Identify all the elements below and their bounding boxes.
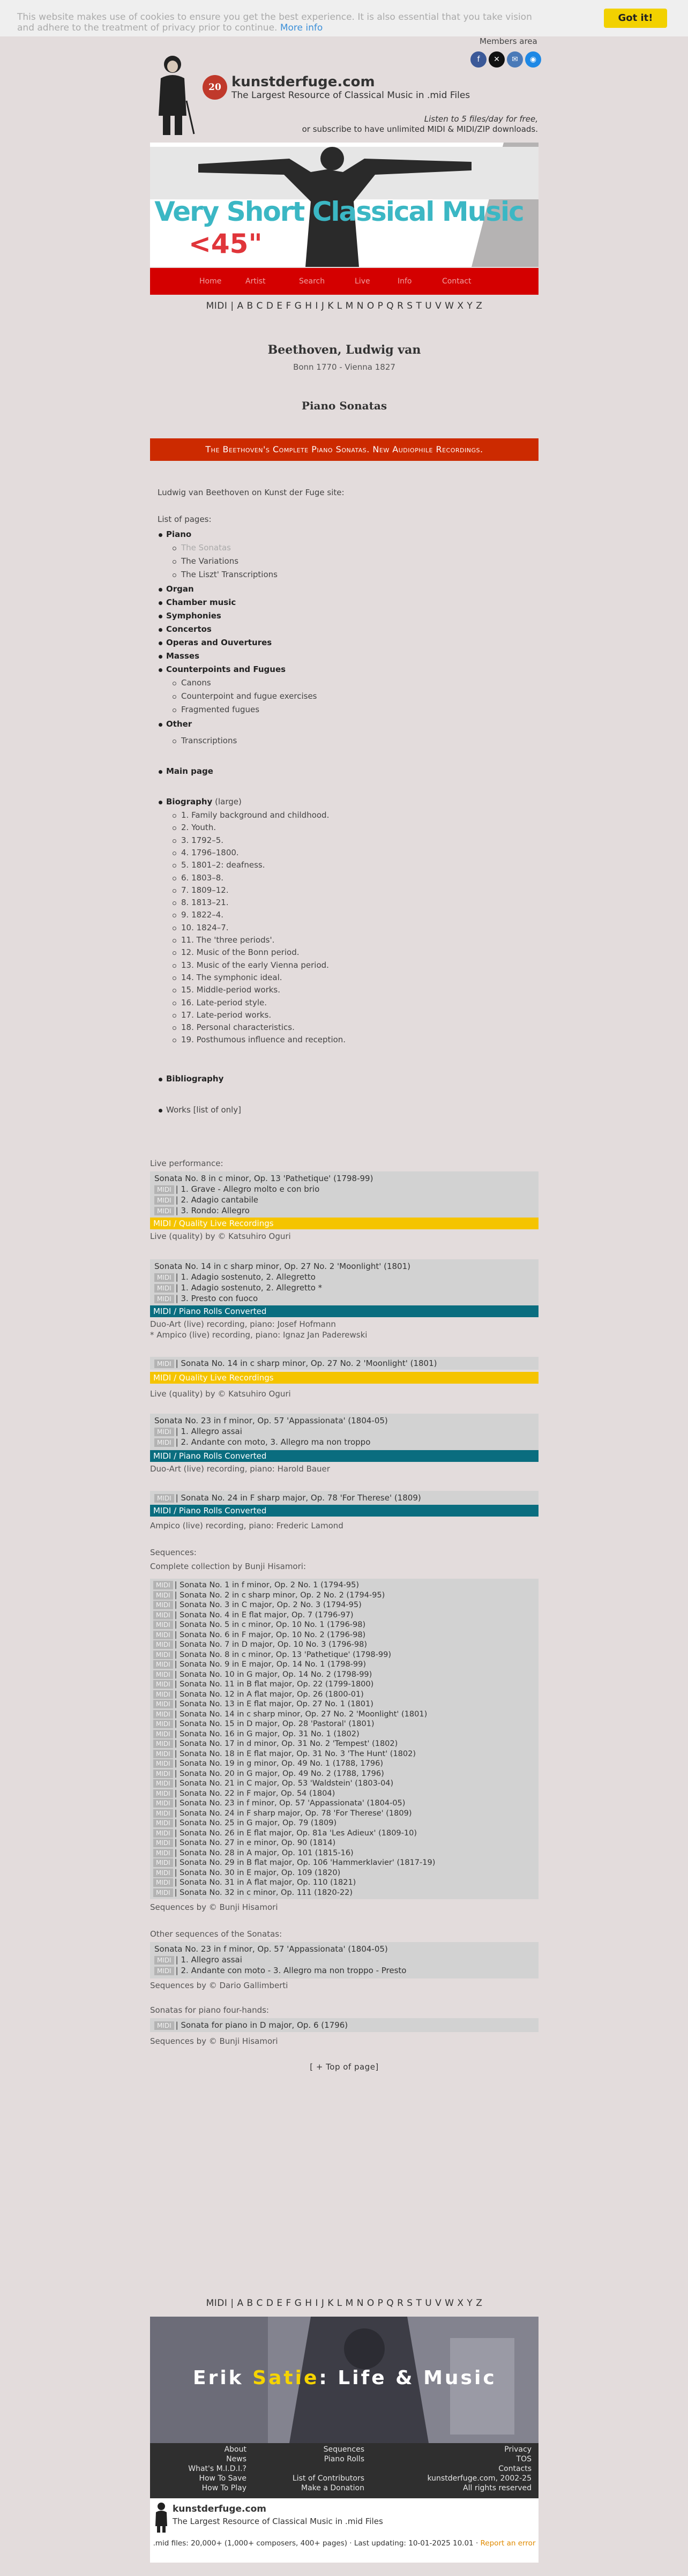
- footer-link-piano-rolls[interactable]: Piano Rolls: [324, 2455, 364, 2463]
- midi-button[interactable]: MIDI: [153, 1670, 173, 1679]
- cookie-accept-button[interactable]: Got it!: [604, 9, 667, 28]
- sequence-row: MIDI | Sonata No. 21 in C major, Op. 53 'Waldstein' (1803-04): [153, 1779, 393, 1788]
- footer-copyright: kunstderfuge.com, 2002-25: [427, 2474, 532, 2483]
- sequence-row: MIDI | Sonata No. 23 in f minor, Op. 57 'Appassionata' (1804-05): [153, 1799, 405, 1808]
- midi-button[interactable]: MIDI: [153, 1601, 173, 1609]
- link-other[interactable]: Other: [166, 719, 192, 729]
- movement-link[interactable]: Sonata for piano in D major, Op. 6 (1796): [181, 2020, 348, 2030]
- link-concertos[interactable]: Concertos: [166, 624, 212, 634]
- midi-button[interactable]: MIDI: [153, 1750, 173, 1758]
- sequence-row: MIDI | Sonata No. 4 in E flat major, Op. 7 (1796-97): [153, 1611, 354, 1619]
- perf-therese: MIDI | Sonata No. 24 in F sharp major, Op. 78 'For Therese' (1809): [150, 1491, 539, 1505]
- movement-link[interactable]: 2. Andante con moto - 3. Allegro ma non troppo - Presto: [181, 1966, 407, 1975]
- midi-button[interactable]: MIDI: [154, 2021, 174, 2030]
- link-exercises[interactable]: Counterpoint and fugue exercises: [181, 691, 317, 701]
- bullet-icon: [173, 951, 176, 955]
- sequence-link[interactable]: Sonata No. 19 in g minor, Op. 49 No. 1 (1788, 1796): [180, 1759, 384, 1768]
- bullet-icon: [173, 1002, 176, 1005]
- midi-button[interactable]: MIDI: [153, 1849, 173, 1857]
- sequence-row: MIDI | Sonata No. 11 in B flat major, Op. 22 (1799-1800): [153, 1680, 373, 1689]
- section-title: Piano Sonatas: [301, 399, 387, 412]
- bullet-icon: [173, 877, 176, 880]
- footer-link-contacts[interactable]: Contacts: [498, 2465, 532, 2473]
- movement-link[interactable]: 3. Presto con fuoco: [181, 1294, 258, 1303]
- footer-stats-text: .mid files: 20,000+ (1,000+ composers, 400+ pages) · Last updating: 10-01-2025 10.01 · Report an error: [153, 2539, 536, 2548]
- movement-link[interactable]: 2. Adagio cantabile: [181, 1195, 259, 1205]
- midi-button[interactable]: MIDI: [153, 1789, 173, 1798]
- midi-button[interactable]: MIDI: [153, 1799, 173, 1808]
- midi-button[interactable]: MIDI: [153, 1631, 173, 1639]
- sequence-row: MIDI | Sonata No. 13 in E flat major, Op. 27 No. 1 (1801): [153, 1700, 373, 1708]
- movement-link[interactable]: 1. Grave - Allegro molto e con brio: [181, 1184, 320, 1194]
- midi-button[interactable]: MIDI: [154, 1438, 174, 1447]
- midi-button[interactable]: MIDI: [153, 1809, 173, 1818]
- site-title[interactable]: kunstderfuge.com: [231, 74, 375, 90]
- midi-button[interactable]: MIDI: [153, 1839, 173, 1847]
- sequence-row: MIDI | Sonata No. 32 in c minor, Op. 111 (1820-22): [153, 1888, 353, 1897]
- sequence-link[interactable]: Sonata No. 3 in C major, Op. 2 No. 3 (1794-95): [180, 1601, 362, 1609]
- midi-button[interactable]: MIDI: [153, 1720, 173, 1728]
- biography-chapter-link[interactable]: 12. Music of the Bonn period.: [181, 947, 300, 958]
- perf-title: Sonata No. 8 in c minor, Op. 13 'Pathetique' (1798-99): [154, 1174, 373, 1183]
- midi-button[interactable]: MIDI: [153, 1710, 173, 1719]
- link-counterpoints[interactable]: Counterpoints and Fugues: [166, 664, 286, 674]
- alphabet-index[interactable]: MIDI | A B C D E F G H I J K L M N O P Q R S T U V W X Y Z: [206, 301, 483, 311]
- four-hands-credit: Sequences by © Bunji Hisamori: [150, 2036, 278, 2046]
- bullet-icon: [173, 964, 176, 968]
- perf-caption: Duo-Art (live) recording, piano: Josef Hofmann: [150, 1319, 336, 1329]
- sequence-link[interactable]: Sonata No. 22 in F major, Op. 54 (1804): [180, 1789, 335, 1798]
- sequence-row: MIDI | Sonata No. 3 in C major, Op. 2 No. 3 (1794-95): [153, 1601, 362, 1609]
- link-chamber[interactable]: Chamber music: [166, 598, 236, 607]
- sequence-row: MIDI | Sonata No. 25 in G major, Op. 79 (1809): [153, 1819, 336, 1827]
- sequence-row: MIDI | Sonata No. 26 in E flat major, Op. 81a 'Les Adieux' (1809-10): [153, 1829, 417, 1838]
- link-masses[interactable]: Masses: [166, 651, 200, 661]
- sequence-row: MIDI | Sonata No. 2 in c sharp minor, Op. 2 No. 2 (1794-95): [153, 1591, 385, 1600]
- midi-button[interactable]: MIDI: [153, 1651, 173, 1659]
- midi-button[interactable]: MIDI: [153, 1660, 173, 1669]
- biography-chapter-link[interactable]: 13. Music of the early Vienna period.: [181, 960, 329, 970]
- bullet-icon: [173, 1026, 176, 1030]
- footer-links: [150, 2443, 539, 2498]
- sequence-row: MIDI | Sonata No. 31 in A flat major, Op. 110 (1821): [153, 1878, 356, 1887]
- link-variations[interactable]: The Variations: [181, 556, 239, 566]
- live-label: Live performance:: [150, 1159, 223, 1168]
- sequence-link[interactable]: Sonata No. 32 in c minor, Op. 111 (1820-22): [180, 1888, 353, 1897]
- biography-chapter-link[interactable]: 9. 1822–4.: [181, 910, 224, 920]
- perf-caption: * Ampico (live) recording, piano: Ignaz Jan Paderewski: [150, 1330, 368, 1340]
- footer-brand: [150, 2498, 539, 2535]
- sequence-row: MIDI | Sonata No. 24 in F sharp major, Op. 78 'For Therese' (1809): [153, 1809, 412, 1818]
- sequence-row: MIDI | Sonata No. 12 in A flat major, Op. 26 (1800-01): [153, 1690, 364, 1699]
- link-transcriptions[interactable]: Transcriptions: [181, 736, 237, 745]
- sequence-row: MIDI | Sonata No. 6 in F major, Op. 10 No. 2 (1796-98): [153, 1631, 365, 1639]
- sequence-link[interactable]: Sonata No. 24 in F sharp major, Op. 78 'For Therese' (1809): [180, 1809, 412, 1818]
- sequence-link[interactable]: Sonata No. 27 in e minor, Op. 90 (1814): [180, 1839, 336, 1847]
- midi-button[interactable]: MIDI: [153, 1829, 173, 1838]
- link-operas[interactable]: Operas and Ouvertures: [166, 638, 272, 647]
- midi-button[interactable]: MIDI: [153, 1591, 173, 1600]
- sequence-row: MIDI | Sonata No. 9 in E major, Op. 14 No. 1 (1798-99): [153, 1660, 366, 1669]
- sequence-row: MIDI | Sonata No. 15 in D major, Op. 28 'Pastoral' (1801): [153, 1720, 375, 1728]
- sequence-row: MIDI | Sonata No. 18 in E flat major, Op. 31 No. 3 'The Hunt' (1802): [153, 1750, 416, 1758]
- sequence-link[interactable]: Sonata No. 10 in G major, Op. 14 No. 2 (1798-99): [180, 1670, 372, 1679]
- perf-title: Sonata No. 14 in c sharp minor, Op. 27 No. 2 'Moonlight' (1801): [154, 1261, 411, 1271]
- biography-chapter-link[interactable]: 4. 1796–1800.: [181, 847, 239, 857]
- movement-link[interactable]: 1. Allegro assai: [181, 1427, 242, 1436]
- list-heading: List of pages:: [158, 514, 212, 524]
- sequence-link[interactable]: Sonata No. 1 in f minor, Op. 2 No. 1 (1794-95): [180, 1581, 360, 1589]
- sequence-link[interactable]: Sonata No. 14 in c sharp minor, Op. 27 No. 2 'Moonlight' (1801): [180, 1709, 428, 1719]
- bullet-icon: [173, 939, 176, 943]
- bullet-icon: [173, 976, 176, 980]
- footer-link-news[interactable]: News: [226, 2455, 246, 2463]
- midi-button[interactable]: MIDI: [153, 1759, 173, 1768]
- footer-link-privacy[interactable]: Privacy: [504, 2445, 532, 2454]
- midi-button[interactable]: MIDI: [154, 1956, 174, 1965]
- sequence-link[interactable]: Sonata No. 23 in f minor, Op. 57 'Appassionata' (1804-05): [180, 1799, 406, 1808]
- sequence-row: MIDI | Sonata No. 28 in A major, Op. 101 (1815-16): [153, 1849, 354, 1857]
- biography-chapter-link[interactable]: 1. Family background and childhood.: [181, 810, 330, 820]
- bullet-icon: [173, 927, 176, 930]
- sequence-row: MIDI | Sonata No. 19 in g minor, Op. 49 No. 1 (1788, 1796): [153, 1759, 383, 1768]
- footer-link-contributors[interactable]: List of Contributors: [292, 2474, 364, 2483]
- anniversary-badge: 20: [203, 75, 227, 100]
- midi-button[interactable]: MIDI: [154, 1273, 174, 1282]
- nav-home[interactable]: Home: [199, 277, 222, 286]
- bullet-icon: [173, 889, 176, 893]
- sequence-link[interactable]: Sonata No. 20 in G major, Op. 49 No. 2 (1788, 1796): [180, 1769, 384, 1778]
- composer-dates: Bonn 1770 - Vienna 1827: [293, 362, 395, 372]
- sequence-row: MIDI | Sonata No. 5 in c minor, Op. 10 No. 1 (1796-98): [153, 1621, 365, 1629]
- link-piano[interactable]: Piano: [166, 529, 192, 539]
- piano-rolls-bar[interactable]: MIDI / Piano Rolls Converted: [150, 1450, 539, 1462]
- bullet-icon: [173, 914, 176, 917]
- sequence-link[interactable]: Sonata No. 12 in A flat major, Op. 26 (1800-01): [180, 1690, 364, 1699]
- banner-duration: <45": [189, 228, 263, 259]
- footer-link-how-to-play[interactable]: How To Play: [201, 2484, 246, 2492]
- sequence-link[interactable]: Sonata No. 15 in D major, Op. 28 'Pastoral' (1801): [180, 1720, 375, 1728]
- sequence-link[interactable]: Sonata No. 18 in E flat major, Op. 31 No. 3 'The Hunt' (1802): [180, 1749, 416, 1758]
- link-main-page[interactable]: Main page: [166, 766, 213, 776]
- sequences-credit: Sequences by © Bunji Hisamori: [150, 1902, 278, 1912]
- midi-button[interactable]: MIDI: [154, 1967, 174, 1975]
- link-biography[interactable]: Biography: [166, 797, 213, 807]
- footer-rights: All rights reserved: [463, 2484, 532, 2492]
- messenger-icon[interactable]: ◉: [525, 51, 541, 68]
- sequence-link[interactable]: Sonata No. 26 in E flat major, Op. 81a 'Les Adieux' (1809-10): [180, 1828, 417, 1838]
- bullet-icon: [173, 1039, 176, 1042]
- sequence-link[interactable]: Sonata No. 21 in C major, Op. 53 'Waldstein' (1803-04): [180, 1779, 394, 1788]
- biography-chapter-link[interactable]: 16. Late-period style.: [181, 997, 267, 1007]
- subscribe-note: Listen to 5 files/day for free, or subscribe to have unlimited MIDI & MIDI/ZIP downloads.: [302, 114, 538, 134]
- four-hands-box: MIDI | Sonata for piano in D major, Op. 6 (1796): [150, 2018, 539, 2032]
- link-works-list[interactable]: Works [list of only]: [166, 1105, 242, 1115]
- link-organ[interactable]: Organ: [166, 584, 194, 594]
- x-twitter-icon[interactable]: ✕: [489, 51, 505, 68]
- sequence-row: MIDI | Sonata No. 16 in G major, Op. 31 No. 1 (1802): [153, 1730, 360, 1738]
- midi-button[interactable]: MIDI: [153, 1700, 173, 1708]
- biography-chapter-link[interactable]: 14. The symphonic ideal.: [181, 972, 282, 982]
- nav-contact[interactable]: Contact: [442, 277, 472, 286]
- biography-chapter-link[interactable]: 5. 1801–2: deafness.: [181, 860, 265, 870]
- beethoven-logo-figure[interactable]: [151, 53, 196, 138]
- midi-button[interactable]: MIDI: [154, 1360, 174, 1368]
- perf-moonlight-live: MIDI | Sonata No. 14 in c sharp minor, Op. 27 No. 2 'Moonlight' (1801): [150, 1357, 539, 1370]
- biography-chapter-link[interactable]: 3. 1792–5.: [181, 835, 224, 845]
- footer-link-about[interactable]: About: [224, 2445, 246, 2454]
- link-canons[interactable]: Canons: [181, 678, 211, 688]
- biography-chapter-link[interactable]: 11. The 'three periods'.: [181, 935, 275, 945]
- midi-button[interactable]: MIDI: [153, 1621, 173, 1629]
- footer-stats: [150, 2535, 539, 2563]
- midi-button[interactable]: MIDI: [153, 1611, 173, 1619]
- midi-button[interactable]: MIDI: [153, 1640, 173, 1649]
- biography-item: Biography (large): [166, 797, 242, 807]
- perf-caption: Ampico (live) recording, piano: Frederic Lamond: [150, 1521, 343, 1530]
- link-bibliography[interactable]: Bibliography: [166, 1074, 224, 1084]
- midi-button[interactable]: MIDI: [153, 1858, 173, 1867]
- midi-button[interactable]: MIDI: [153, 1680, 173, 1689]
- other-sequences-label: Other sequences of the Sonatas:: [150, 1929, 282, 1939]
- link-symphonies[interactable]: Symphonies: [166, 611, 221, 621]
- bullet-icon: [173, 839, 176, 843]
- report-error-link[interactable]: Report an error: [480, 2539, 536, 2548]
- sequence-link[interactable]: Sonata No. 2 in c sharp minor, Op. 2 No. 2 (1794-95): [180, 1591, 385, 1600]
- satie-headline: Erik Satie: Life & Music: [193, 2367, 497, 2389]
- biography-chapter-link[interactable]: 7. 1809–12.: [181, 885, 229, 895]
- four-hands-label: Sonatas for piano four-hands:: [150, 2005, 269, 2015]
- movement-link[interactable]: Sonata No. 24 in F sharp major, Op. 78 'For Therese' (1809): [181, 1493, 421, 1503]
- sequence-row: MIDI | Sonata No. 8 in c minor, Op. 13 'Pathetique' (1798-99): [153, 1651, 391, 1659]
- movement-link[interactable]: 1. Allegro assai: [181, 1955, 242, 1965]
- footer-site-title[interactable]: kunstderfuge.com: [173, 2504, 266, 2514]
- midi-button[interactable]: MIDI: [153, 1730, 173, 1738]
- piano-rolls-bar[interactable]: MIDI / Piano Rolls Converted: [150, 1305, 539, 1317]
- movement-link[interactable]: 1. Adagio sostenuto, 2. Allegretto *: [181, 1283, 323, 1293]
- sequence-link[interactable]: Sonata No. 31 in A flat major, Op. 110 (1821): [180, 1878, 356, 1887]
- perf-title: Sonata No. 23 in f minor, Op. 57 'Appassionata' (1804-05): [154, 1944, 388, 1954]
- bullet-icon: [173, 852, 176, 855]
- bullet-icon: [173, 826, 176, 830]
- other-sequences-credit: Sequences by © Dario Gallimberti: [150, 1981, 288, 1990]
- complete-sonatas-bar[interactable]: The Beethoven's Complete Piano Sonatas. New Audiophile Recordings.: [150, 438, 539, 461]
- midi-button[interactable]: MIDI: [154, 1295, 174, 1303]
- midi-button[interactable]: MIDI: [153, 1739, 173, 1748]
- movement-link[interactable]: 3. Rondo: Allegro: [181, 1206, 250, 1215]
- sequences-label: Sequences:: [150, 1548, 197, 1557]
- sequence-link[interactable]: Sonata No. 4 in E flat major, Op. 7 (1796-97): [180, 1610, 354, 1619]
- biography-chapter-link[interactable]: 17. Late-period works.: [181, 1010, 272, 1020]
- sequence-link[interactable]: Sonata No. 17 in d minor, Op. 31 No. 2 'Tempest' (1802): [180, 1739, 398, 1748]
- nav-artist[interactable]: Artist: [245, 277, 266, 286]
- movement-link[interactable]: 2. Andante con moto, 3. Allegro ma non troppo: [181, 1437, 371, 1447]
- bullet-icon: [173, 989, 176, 992]
- sequence-link[interactable]: Sonata No. 29 in B flat major, Op. 106 'Hammerklavier' (1817-19): [180, 1858, 436, 1867]
- sequence-row: MIDI | Sonata No. 22 in F major, Op. 54 (1804): [153, 1789, 335, 1798]
- piano-rolls-bar[interactable]: MIDI / Piano Rolls Converted: [150, 1505, 539, 1517]
- perf-title: Sonata No. 23 in f minor, Op. 57 'Appassionata' (1804-05): [154, 1416, 388, 1425]
- sequence-row: MIDI | Sonata No. 1 in f minor, Op. 2 No. 1 (1794-95): [153, 1581, 359, 1589]
- sequence-link[interactable]: Sonata No. 5 in c minor, Op. 10 No. 1 (1796-98): [180, 1621, 366, 1629]
- nav-info[interactable]: Info: [398, 277, 412, 286]
- members-area-link[interactable]: Members area: [480, 36, 537, 46]
- link-fragmented-fugues[interactable]: Fragmented fugues: [181, 705, 260, 714]
- cookie-text: This website makes use of cookies to ensure you get the best experience. It is also essential that you take vision and adhere to the treatment of privacy prior to continue. More info: [17, 12, 532, 33]
- sequence-link[interactable]: Sonata No. 9 in E major, Op. 14 No. 1 (1798-99): [180, 1660, 367, 1669]
- midi-button[interactable]: MIDI: [154, 1284, 174, 1293]
- midi-button[interactable]: MIDI: [153, 1690, 173, 1699]
- bullet-icon: [173, 901, 176, 905]
- sequence-row: MIDI | Sonata No. 20 in G major, Op. 49 No. 2 (1788, 1796): [153, 1769, 384, 1778]
- midi-button[interactable]: MIDI: [154, 1494, 174, 1503]
- main-nav: [150, 268, 539, 295]
- intro-text: Ludwig van Beethoven on Kunst der Fuge site:: [158, 488, 345, 497]
- sequence-row: MIDI | Sonata No. 27 in e minor, Op. 90 (1814): [153, 1839, 335, 1847]
- midi-button[interactable]: MIDI: [154, 1185, 174, 1194]
- bullet-icon: [173, 1014, 176, 1018]
- perf-pathetique: Sonata No. 8 in c minor, Op. 13 'Pathetique' (1798-99) MIDI | 1. Grave - Allegro molto e con brio MIDI | 2. Adagio cantabile MIDI | 3. Rondo: Allegro: [150, 1171, 539, 1218]
- midi-button[interactable]: MIDI: [154, 1207, 174, 1215]
- footer-alphabet-index[interactable]: MIDI | A B C D E F G H I J K L M N O P Q R S T U V W X Y Z: [206, 2298, 483, 2309]
- sequence-row: MIDI | Sonata No. 17 in d minor, Op. 31 No. 2 'Tempest' (1802): [153, 1739, 398, 1748]
- sequence-link[interactable]: Sonata No. 6 in F major, Op. 10 No. 2 (1796-98): [180, 1630, 366, 1639]
- more-info-link[interactable]: More info: [280, 23, 323, 33]
- sequence-link[interactable]: Sonata No. 7 in D major, Op. 10 No. 3 (1796-98): [180, 1640, 368, 1649]
- other-sequences-box: Sonata No. 23 in f minor, Op. 57 'Appassionata' (1804-05) MIDI | 1. Allegro assai MIDI | 2. Andante con moto - 3. Allegro ma non troppo - Presto: [150, 1942, 539, 1978]
- footer-link-donation[interactable]: Make a Donation: [301, 2484, 364, 2492]
- biography-chapter-link[interactable]: 19. Posthumous influence and reception.: [181, 1035, 346, 1045]
- movement-link[interactable]: 1. Adagio sostenuto, 2. Allegretto: [181, 1272, 316, 1282]
- midi-button[interactable]: MIDI: [154, 1428, 174, 1436]
- quality-live-bar[interactable]: MIDI / Quality Live Recordings: [150, 1218, 539, 1229]
- footer-link-midi[interactable]: What's M.I.D.I.?: [188, 2465, 246, 2473]
- midi-button[interactable]: MIDI: [153, 1888, 173, 1897]
- sequence-link[interactable]: Sonata No. 11 in B flat major, Op. 22 (1799-1800): [180, 1680, 374, 1689]
- sequence-link[interactable]: Sonata No. 13 in E flat major, Op. 27 No. 1 (1801): [180, 1700, 373, 1708]
- midi-button[interactable]: MIDI: [153, 1581, 173, 1589]
- sequence-row: MIDI | Sonata No. 7 in D major, Op. 10 No. 3 (1796-98): [153, 1640, 367, 1649]
- sequence-link[interactable]: Sonata No. 25 in G major, Op. 79 (1809): [180, 1819, 337, 1827]
- midi-button[interactable]: MIDI: [153, 1819, 173, 1827]
- nav-search[interactable]: Search: [299, 277, 325, 286]
- sequences-collection: Complete collection by Bunji Hisamori:: [150, 1562, 306, 1571]
- link-the-sonatas: The Sonatas: [181, 543, 231, 552]
- sequence-row: MIDI | Sonata No. 29 in B flat major, Op. 106 'Hammerklavier' (1817-19): [153, 1858, 435, 1867]
- sequence-link[interactable]: Sonata No. 30 in E major, Op. 109 (1820): [180, 1868, 341, 1877]
- cookie-banner: [0, 0, 688, 36]
- link-liszt-transcriptions[interactable]: The Liszt' Transcriptions: [181, 570, 278, 579]
- biography-chapter-link[interactable]: 2. Youth.: [181, 823, 216, 833]
- beethoven-small-logo[interactable]: [153, 2502, 169, 2533]
- perf-caption: Live (quality) by © Katsuhiro Oguri: [150, 1231, 291, 1241]
- biography-chapter-link[interactable]: 10. 1824–7.: [181, 922, 229, 932]
- top-of-page-link[interactable]: [ + Top of page]: [310, 2062, 379, 2072]
- bullet-icon: [173, 864, 176, 868]
- midi-button[interactable]: MIDI: [153, 1769, 173, 1778]
- movement-link[interactable]: Sonata No. 14 in c sharp minor, Op. 27 No. 2 'Moonlight' (1801): [181, 1358, 437, 1368]
- biography-chapter-link[interactable]: 18. Personal characteristics.: [181, 1022, 295, 1033]
- site-subtitle: The Largest Resource of Classical Music in .mid Files: [231, 90, 470, 101]
- sequence-row: MIDI | Sonata No. 14 in c sharp minor, Op. 27 No. 2 'Moonlight' (1801): [153, 1710, 427, 1719]
- perf-caption: Duo-Art (live) recording, piano: Harold Bauer: [150, 1464, 330, 1474]
- perf-caption: Live (quality) by © Katsuhiro Oguri: [150, 1389, 291, 1399]
- bullet-icon: [173, 814, 176, 818]
- midi-button[interactable]: MIDI: [154, 1196, 174, 1205]
- composer-name: Beethoven, Ludwig van: [267, 343, 421, 357]
- sequence-link[interactable]: Sonata No. 8 in c minor, Op. 13 'Pathetique' (1798-99): [180, 1650, 391, 1659]
- biography-chapter-link[interactable]: 8. 1813–21.: [181, 898, 229, 908]
- midi-button[interactable]: MIDI: [153, 1878, 173, 1887]
- biography-chapter-link[interactable]: 15. Middle-period works.: [181, 985, 281, 995]
- email-icon[interactable]: ✉: [507, 51, 523, 68]
- footer-link-sequences[interactable]: Sequences: [323, 2445, 364, 2454]
- sequences-list: [150, 1579, 539, 1899]
- promo-banner[interactable]: [150, 143, 539, 267]
- sequence-link[interactable]: Sonata No. 16 in G major, Op. 31 No. 1 (1802): [180, 1729, 360, 1738]
- midi-button[interactable]: MIDI: [153, 1869, 173, 1877]
- quality-live-bar[interactable]: MIDI / Quality Live Recordings: [150, 1372, 539, 1384]
- biography-chapter-link[interactable]: 6. 1803–8.: [181, 872, 224, 883]
- perf-moonlight-rolls: Sonata No. 14 in c sharp minor, Op. 27 No. 2 'Moonlight' (1801) MIDI | 1. Adagio sostenuto, 2. Allegretto MIDI | 1. Adagio sostenuto, 2. Allegretto * MIDI | 3. Presto con fuoco: [150, 1259, 539, 1305]
- satie-banner[interactable]: [150, 2317, 539, 2443]
- footer-link-how-to-save[interactable]: How To Save: [199, 2474, 246, 2483]
- footer-site-subtitle: The Largest Resource of Classical Music in .mid Files: [173, 2517, 383, 2526]
- footer-link-tos[interactable]: TOS: [516, 2455, 532, 2463]
- banner-headline: Very Short Classical Music: [154, 196, 524, 227]
- midi-button[interactable]: MIDI: [153, 1779, 173, 1788]
- facebook-icon[interactable]: f: [470, 51, 487, 68]
- sequence-row: MIDI | Sonata No. 10 in G major, Op. 14 No. 2 (1798-99): [153, 1670, 372, 1679]
- nav-live[interactable]: Live: [355, 277, 370, 286]
- sequence-row: MIDI | Sonata No. 30 in E major, Op. 109 (1820): [153, 1869, 340, 1877]
- sequence-link[interactable]: Sonata No. 28 in A major, Op. 101 (1815-16): [180, 1848, 354, 1857]
- perf-appassionata: Sonata No. 23 in f minor, Op. 57 'Appassionata' (1804-05) MIDI | 1. Allegro assai MIDI | 2. Andante con moto, 3. Allegro ma non troppo: [150, 1414, 539, 1450]
